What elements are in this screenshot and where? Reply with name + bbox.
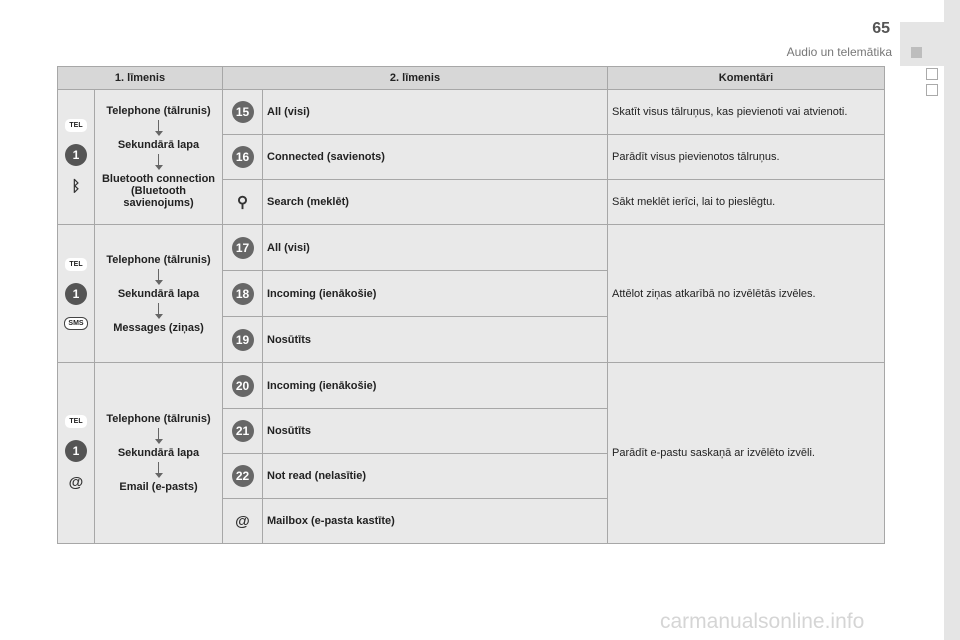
down-arrow-icon [155,154,163,170]
section-title: Audio un telemātika [786,45,892,59]
path-step: Telephone (tālrunis) [106,105,211,117]
email-at-icon: @ [68,474,84,491]
option-badge: 15 [223,90,263,135]
chapter-tab [926,84,938,96]
option-badge: 18 [223,271,263,317]
option-badge: 22 [223,454,263,499]
group-icons [58,225,95,363]
sms-icon: SMS [64,317,87,330]
option-label: Incoming (ienākošie) [263,271,608,317]
option-comment: Skatīt visus tālruņus, kas pievienoti vai atvienoti. [608,90,885,135]
page-number: 65 [872,20,890,37]
option-label: Search (meklēt) [263,180,608,225]
path-step: Sekundārā lapa [117,139,200,151]
option-label: All (visi) [263,225,608,271]
page-edge-tab [944,0,960,640]
option-label: Incoming (ienākošie) [263,363,608,409]
path-step: Email (e-pasts) [119,481,198,493]
option-label: Mailbox (e-pasta kastīte) [263,499,608,544]
group-icons [58,363,95,544]
menu-path [95,90,223,225]
option-badge: 17 [223,225,263,271]
table-row [58,90,885,135]
mailbox-at-icon: @ [235,512,250,530]
watermark: carmanualsonline.info [660,610,865,633]
option-comment: Parādīt e-pastu saskaņā ar izvēlēto izvēli. [608,363,885,544]
option-label: Nosūtīts [263,409,608,454]
bluetooth-icon: ᛒ [71,178,81,195]
level1-badge: 1 [65,144,87,166]
option-badge: 20 [223,363,263,409]
chapter-marker [911,47,922,58]
tel-icon: TEL [65,258,86,271]
group-icons [58,90,95,225]
chapter-tab [926,68,938,80]
level1-badge: 1 [65,283,87,305]
option-comment: Attēlot ziņas atkarībā no izvēlētās izvēles. [608,225,885,363]
header-level1: 1. līmenis [58,67,223,90]
path-step: Sekundārā lapa [117,447,200,459]
level1-badge: 1 [65,440,87,462]
chapter-tab-active [900,22,944,66]
option-comment: Sākt meklēt ierīci, lai to pieslēgtu. [608,180,885,225]
option-badge [223,499,263,544]
option-badge: 16 [223,135,263,180]
header-level2: 2. līmenis [223,67,608,90]
search-icon: ⚲ [237,194,248,211]
table-header-row [58,67,885,90]
path-step: Bluetooth connection (Bluetooth savienojums) [101,173,216,209]
table-row [58,225,885,271]
option-badge: 21 [223,409,263,454]
option-label: Not read (nelasītie) [263,454,608,499]
down-arrow-icon [155,428,163,444]
path-step: Telephone (tālrunis) [106,413,211,425]
down-arrow-icon [155,303,163,319]
path-step: Messages (ziņas) [113,321,204,334]
option-badge [223,180,263,225]
option-badge: 19 [223,317,263,363]
header-comments: Komentāri [608,67,885,90]
option-label: Nosūtīts [263,317,608,363]
down-arrow-icon [155,462,163,478]
menu-path [95,225,223,363]
tel-icon: TEL [65,415,86,428]
menu-path [95,363,223,544]
tel-icon: TEL [65,119,86,132]
option-label: All (visi) [263,90,608,135]
option-label: Connected (savienots) [263,135,608,180]
path-step: Telephone (tālrunis) [106,253,211,266]
path-step: Sekundārā lapa [117,287,200,300]
option-comment: Parādīt visus pievienotos tālruņus. [608,135,885,180]
down-arrow-icon [155,120,163,136]
down-arrow-icon [155,269,163,285]
table-row [58,363,885,409]
menu-table [57,66,885,544]
